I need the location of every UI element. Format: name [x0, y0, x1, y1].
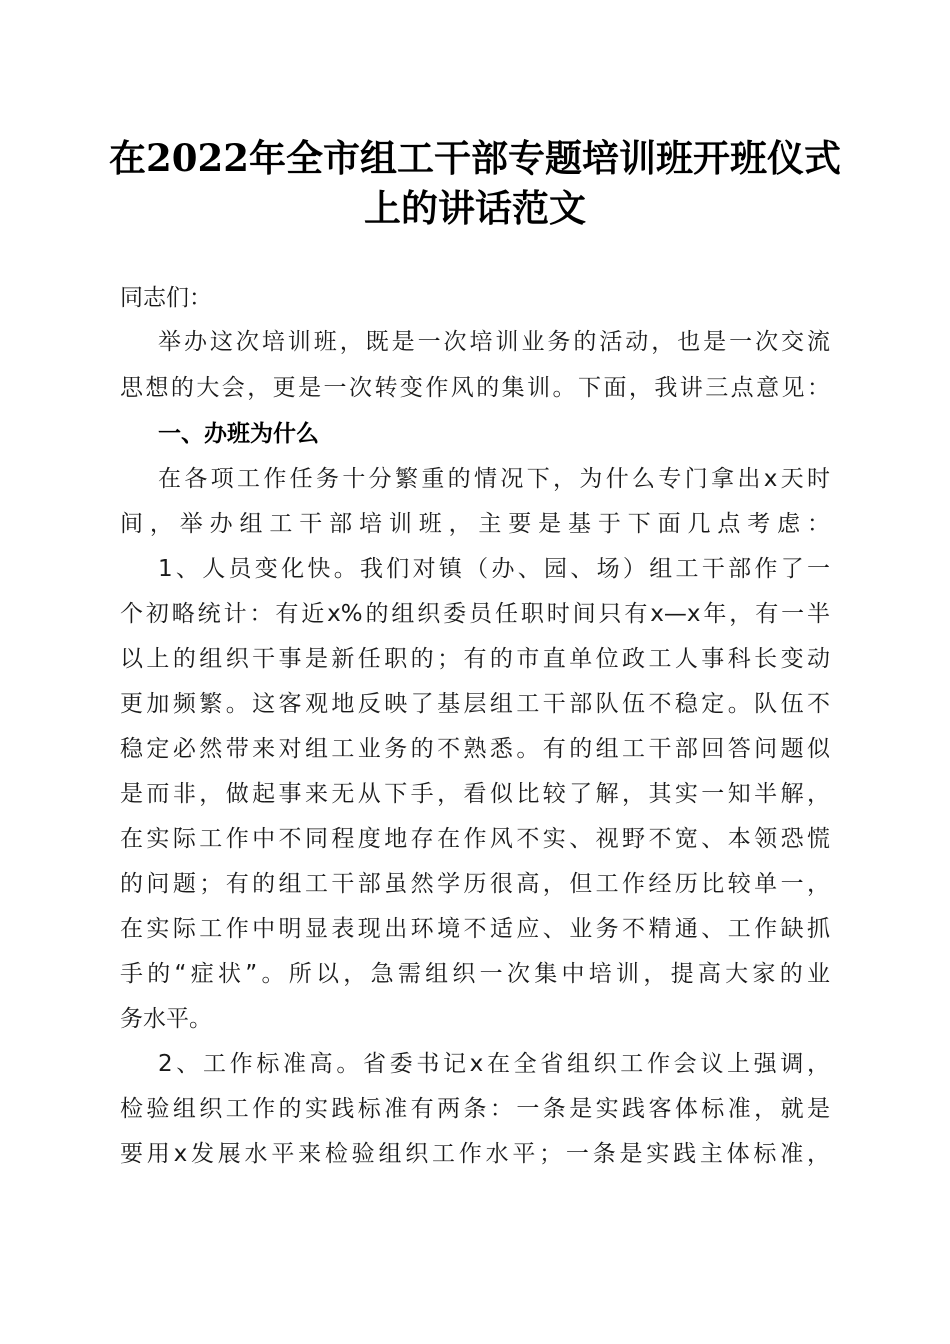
point1-line-1: 1、人员变化快。我们对镇（办、园、场）组工干部作了一 — [158, 556, 830, 582]
point1-line-7: 在实际工作中不同程度地存在作风不实、视野不宽、本领恐慌 — [120, 826, 830, 852]
point1-line-9: 在实际工作中明显表现出环境不适应、业务不精通、工作缺抓 — [120, 916, 830, 942]
point1-line-11: 务水平。 — [120, 1006, 212, 1032]
section1-intro-line-1: 在各项工作任务十分繁重的情况下，为什么专门拿出x天时 — [158, 466, 830, 492]
point1-line-6: 是而非，做起事来无从下手，看似比较了解，其实一知半解， — [120, 781, 830, 807]
point1-line-8: 的问题；有的组工干部虽然学历很高，但工作经历比较单一， — [120, 871, 830, 897]
point1-line-3: 以上的组织干事是新任职的；有的市直单位政工人事科长变动 — [120, 646, 830, 672]
salutation: 同志们： — [120, 285, 212, 311]
point1-line-4: 更加频繁。这客观地反映了基层组工干部队伍不稳定。队伍不 — [120, 691, 830, 717]
document-title-line-1: 在2022年全市组工干部专题培训班开班仪式 — [109, 136, 841, 180]
intro-line-1: 举办这次培训班，既是一次培训业务的活动，也是一次交流 — [158, 329, 830, 355]
point1-line-5: 稳定必然带来对组工业务的不熟悉。有的组工干部回答问题似 — [120, 736, 830, 762]
section1-intro-line-2: 间，举办组工干部培训班，主要是基于下面几点考虑： — [120, 511, 830, 537]
point1-line-2: 个初略统计：有近x%的组织委员任职时间只有x—x年，有一半 — [120, 601, 830, 627]
point2-line-1: 2、工作标准高。省委书记x在全省组织工作会议上强调， — [158, 1051, 830, 1077]
section-heading-1: 一、办班为什么 — [158, 421, 319, 447]
document-title-line-2: 上的讲话范文 — [364, 186, 586, 230]
point1-line-10: 手的“症状”。所以，急需组织一次集中培训，提高大家的业 — [120, 961, 830, 987]
intro-line-2: 思想的大会，更是一次转变作风的集训。下面，我讲三点意见： — [120, 375, 830, 401]
point2-line-2: 检验组织工作的实践标准有两条：一条是实践客体标准，就是 — [120, 1096, 830, 1122]
point2-line-3: 要用x发展水平来检验组织工作水平；一条是实践主体标准， — [120, 1141, 830, 1167]
